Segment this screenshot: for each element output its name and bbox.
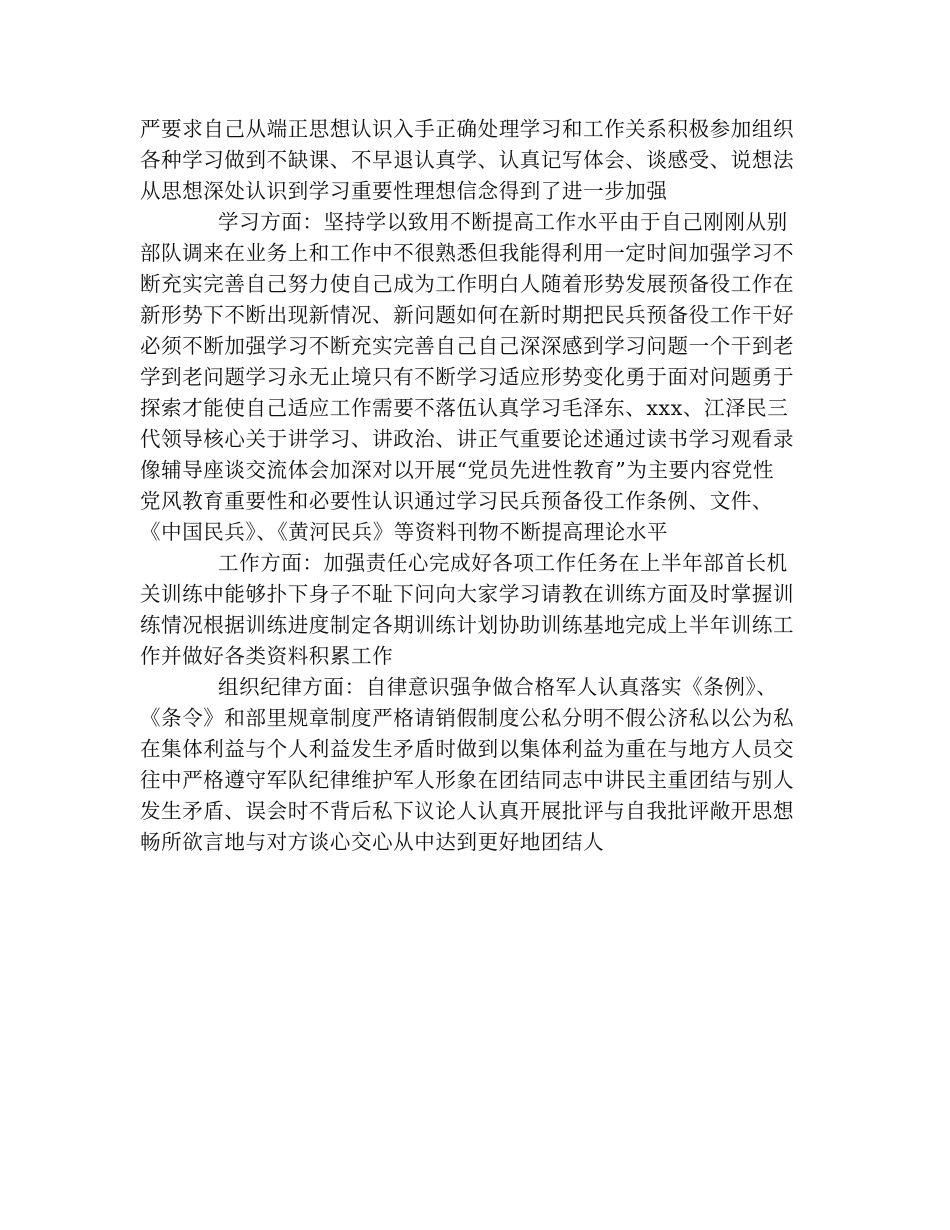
text-line: 各种学习做到不缺课、不早退认真学、认真记写体会、谈感受、说想法: [140, 148, 795, 172]
section-heading-work: 工作方面：加强责任心完成好各项工作任务在上半年部首长机: [218, 551, 788, 575]
text-line: 往中严格遵守军队纪律维护军人形象在团结同志中讲民主重团结与别人: [140, 768, 795, 792]
text-line: 从思想深处认识到学习重要性理想信念得到了进一步加强: [140, 179, 668, 203]
document-body: [140, 114, 815, 858]
text-line: 新形势下不断出现新情况、新问题如何在新时期把民兵预备役工作干好: [140, 303, 795, 327]
text-line: 党风教育重要性和必要性认识通过学习民兵预备役工作条例、文件、: [140, 489, 773, 513]
section-heading-discipline: 组织纪律方面：自律意识强争做合格军人认真落实《条例》、: [218, 675, 778, 699]
text-line: 发生矛盾、误会时不背后私下议论人认真开展批评与自我批评敞开思想: [140, 799, 795, 823]
text-line: 像辅导座谈交流体会加深对以开展“党员先进性教育”为主要内容党性: [140, 458, 775, 482]
text-line: 探索才能使自己适应工作需要不落伍认真学习毛泽东、xxx、江泽民三: [140, 396, 789, 420]
text-line: 作并做好各类资料积累工作: [140, 644, 394, 668]
text-line: 练情况根据训练进度制定各期训练计划协助训练基地完成上半年训练工: [140, 613, 795, 637]
text-line: 必须不断加强学习不断充实完善自己自己深深感到学习问题一个干到老: [140, 334, 795, 358]
text-line: 断充实完善自己努力使自己成为工作明白人随着形势发展预备役工作在: [140, 272, 795, 296]
section-heading-study: 学习方面：坚持学以致用不断提高工作水平由于自己刚刚从别: [218, 210, 788, 234]
text-line: 代领导核心关于讲学习、讲政治、讲正气重要论述通过读书学习观看录: [140, 427, 795, 451]
text-line: 畅所欲言地与对方谈心交心从中达到更好地团结人: [140, 830, 605, 854]
text-line: 在集体利益与个人利益发生矛盾时做到以集体利益为重在与地方人员交: [140, 737, 795, 761]
text-line: 《中国民兵》、《黄河民兵》等资料刊物不断提高理论水平: [140, 520, 669, 544]
text-line: 部队调来在业务上和工作中不很熟悉但我能得利用一定时间加强学习不: [140, 241, 795, 265]
text-line: 关训练中能够扑下身子不耻下问向大家学习请教在训练方面及时掌握训: [140, 582, 795, 606]
text-line: 严要求自己从端正思想认识入手正确处理学习和工作关系积极参加组织: [140, 117, 795, 141]
text-line: 学到老问题学习永无止境只有不断学习适应形势变化勇于面对问题勇于: [140, 365, 795, 389]
text-line: 《条令》和部里规章制度严格请销假制度公私分明不假公济私以公为私: [140, 706, 795, 730]
